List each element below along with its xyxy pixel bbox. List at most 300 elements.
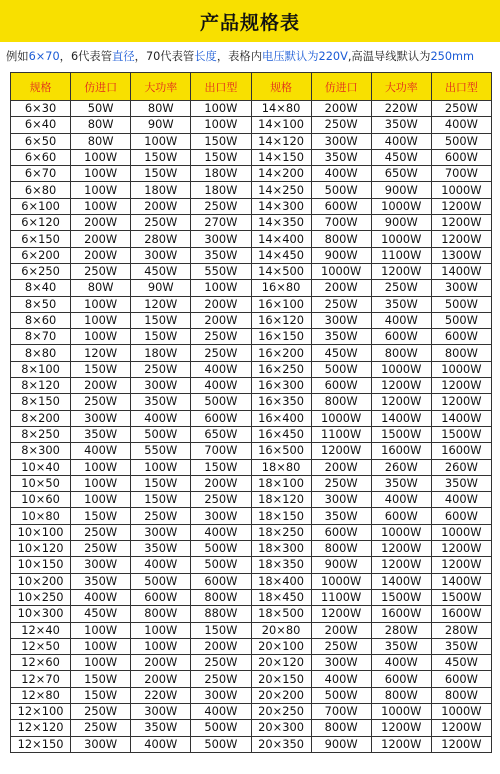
table-cell: 100W (71, 329, 131, 345)
table-cell: 1200W (431, 557, 491, 573)
table-cell: 350W (431, 475, 491, 491)
table-cell: 18×400 (251, 573, 311, 589)
table-cell: 220W (371, 101, 431, 117)
table-row (11, 622, 492, 638)
table-cell: 400W (431, 117, 491, 133)
table-cell: 16×450 (251, 426, 311, 442)
table-cell: 600W (311, 198, 371, 214)
table-cell: 10×100 (11, 524, 71, 540)
table-cell: 80W (71, 117, 131, 133)
table-row (11, 443, 492, 459)
table-cell: 200W (71, 215, 131, 231)
table-cell: 8×70 (11, 329, 71, 345)
table-cell: 400W (131, 410, 191, 426)
table-cell: 1000W (431, 182, 491, 198)
table-cell: 250W (191, 198, 251, 214)
table-cell: 250W (191, 655, 251, 671)
table-cell: 16×120 (251, 312, 311, 328)
table-cell: 200W (191, 312, 251, 328)
table-cell: 600W (191, 410, 251, 426)
table-cell: 90W (131, 280, 191, 296)
table-cell: 350W (371, 475, 431, 491)
table-cell: 500W (131, 573, 191, 589)
table-cell: 350W (71, 573, 131, 589)
table-cell: 600W (191, 573, 251, 589)
table-cell: 150W (191, 133, 251, 149)
table-cell: 280W (131, 231, 191, 247)
table-cell: 250W (311, 475, 371, 491)
table-cell: 900W (311, 736, 371, 752)
table-cell: 350W (371, 117, 431, 133)
table-cell: 650W (191, 426, 251, 442)
table-cell: 250W (131, 361, 191, 377)
table-cell: 18×250 (251, 524, 311, 540)
table-cell: 10×80 (11, 508, 71, 524)
table-cell: 800W (431, 687, 491, 703)
table-cell: 400W (131, 557, 191, 573)
table-cell: 250W (431, 101, 491, 117)
table-cell: 600W (431, 149, 491, 165)
table-row (11, 703, 492, 719)
table-cell: 1200W (431, 215, 491, 231)
table-cell: 1000W (311, 573, 371, 589)
table-cell: 200W (71, 378, 131, 394)
table-cell: 200W (311, 459, 371, 475)
table-cell: 12×100 (11, 703, 71, 719)
table-cell: 6×80 (11, 182, 71, 198)
table-cell: 150W (71, 508, 131, 524)
table-cell: 500W (311, 182, 371, 198)
table-row (11, 557, 492, 573)
table-cell: 300W (311, 492, 371, 508)
table-cell: 400W (311, 671, 371, 687)
table-cell: 14×350 (251, 215, 311, 231)
table-cell: 18×350 (251, 557, 311, 573)
table-cell: 12×40 (11, 622, 71, 638)
table-cell: 100W (131, 622, 191, 638)
table-cell: 1400W (431, 263, 491, 279)
table-row (11, 541, 492, 557)
table-row (11, 671, 492, 687)
table-cell: 16×500 (251, 443, 311, 459)
table-cell: 1500W (431, 589, 491, 605)
table-cell: 250W (71, 524, 131, 540)
table-cell: 600W (431, 508, 491, 524)
note-highlight: 6×70 (28, 49, 60, 63)
table-cell: 550W (131, 443, 191, 459)
table-cell: 900W (371, 215, 431, 231)
table-cell: 1000W (371, 524, 431, 540)
table-cell: 550W (191, 263, 251, 279)
table-cell: 10×300 (11, 606, 71, 622)
table-cell: 1000W (311, 410, 371, 426)
table-cell: 200W (191, 296, 251, 312)
table-cell: 100W (71, 312, 131, 328)
table-cell: 800W (191, 589, 251, 605)
table-cell: 350W (71, 426, 131, 442)
col-header-spec: 规格 (11, 73, 71, 101)
table-cell: 12×80 (11, 687, 71, 703)
table-cell: 6×200 (11, 247, 71, 263)
table-cell: 1200W (371, 557, 431, 573)
table-cell: 900W (311, 557, 371, 573)
table-cell: 10×50 (11, 475, 71, 491)
table-cell: 500W (311, 687, 371, 703)
table-cell: 150W (191, 149, 251, 165)
table-cell: 600W (431, 329, 491, 345)
table-cell: 100W (71, 459, 131, 475)
table-row (11, 508, 492, 524)
table-cell: 20×150 (251, 671, 311, 687)
table-cell: 1200W (371, 263, 431, 279)
table-cell: 600W (131, 589, 191, 605)
table-cell: 12×70 (11, 671, 71, 687)
table-row (11, 492, 492, 508)
col-header-imitation: 仿进口 (311, 73, 371, 101)
table-cell: 16×150 (251, 329, 311, 345)
table-cell: 8×100 (11, 361, 71, 377)
table-cell: 1400W (431, 410, 491, 426)
table-cell: 150W (131, 166, 191, 182)
table-cell: 300W (131, 378, 191, 394)
table-cell: 1200W (431, 378, 491, 394)
col-header-high-power: 大功率 (131, 73, 191, 101)
table-cell: 6×70 (11, 166, 71, 182)
table-cell: 1200W (371, 720, 431, 736)
table-cell: 100W (71, 492, 131, 508)
table-cell: 1200W (431, 736, 491, 752)
table-cell: 1100W (311, 426, 371, 442)
table-cell: 350W (131, 720, 191, 736)
table-cell: 16×400 (251, 410, 311, 426)
table-cell: 250W (191, 345, 251, 361)
table-cell: 500W (311, 361, 371, 377)
table-cell: 500W (431, 312, 491, 328)
table-cell: 1300W (431, 247, 491, 263)
note-text: ，表格内 (216, 50, 263, 63)
table-row (11, 345, 492, 361)
table-cell: 20×80 (251, 622, 311, 638)
table-row (11, 475, 492, 491)
table-cell: 400W (191, 524, 251, 540)
table-cell: 400W (371, 655, 431, 671)
table-row (11, 655, 492, 671)
table-cell: 1600W (371, 606, 431, 622)
table-cell: 800W (371, 687, 431, 703)
table-cell: 100W (71, 638, 131, 654)
spec-note (0, 42, 500, 70)
table-cell: 450W (131, 263, 191, 279)
table-row (11, 410, 492, 426)
table-cell: 300W (131, 703, 191, 719)
table-cell: 1200W (371, 736, 431, 752)
table-cell: 1200W (311, 443, 371, 459)
table-row (11, 720, 492, 736)
table-cell: 200W (311, 280, 371, 296)
table-cell: 250W (71, 703, 131, 719)
table-cell: 14×80 (251, 101, 311, 117)
table-cell: 150W (131, 475, 191, 491)
table-cell: 1000W (431, 361, 491, 377)
table-cell: 200W (131, 671, 191, 687)
table-cell: 100W (71, 149, 131, 165)
table-row (11, 459, 492, 475)
table-cell: 260W (431, 459, 491, 475)
spec-table (10, 72, 492, 753)
table-header-row (11, 73, 492, 101)
table-cell: 100W (131, 459, 191, 475)
table-cell: 250W (371, 280, 431, 296)
table-cell: 8×200 (11, 410, 71, 426)
table-cell: 180W (191, 166, 251, 182)
table-cell: 100W (71, 296, 131, 312)
table-cell: 16×200 (251, 345, 311, 361)
table-cell: 18×300 (251, 541, 311, 557)
table-cell: 300W (311, 312, 371, 328)
table-cell: 400W (191, 703, 251, 719)
table-cell: 150W (131, 312, 191, 328)
col-header-high-power: 大功率 (371, 73, 431, 101)
table-cell: 20×350 (251, 736, 311, 752)
table-row (11, 231, 492, 247)
table-cell: 600W (431, 671, 491, 687)
table-row (11, 101, 492, 117)
table-cell: 200W (311, 101, 371, 117)
table-cell: 400W (431, 492, 491, 508)
table-cell: 18×100 (251, 475, 311, 491)
table-cell: 500W (191, 736, 251, 752)
table-cell: 14×300 (251, 198, 311, 214)
table-cell: 800W (311, 231, 371, 247)
table-cell: 16×100 (251, 296, 311, 312)
table-row (11, 589, 492, 605)
table-cell: 6×250 (11, 263, 71, 279)
table-cell: 1200W (431, 198, 491, 214)
table-row (11, 361, 492, 377)
table-cell: 100W (71, 166, 131, 182)
table-row (11, 117, 492, 133)
table-row (11, 215, 492, 231)
table-cell: 800W (311, 541, 371, 557)
table-cell: 150W (71, 687, 131, 703)
table-cell: 400W (371, 492, 431, 508)
table-cell: 300W (131, 524, 191, 540)
table-cell: 700W (431, 166, 491, 182)
table-cell: 10×40 (11, 459, 71, 475)
table-cell: 1200W (311, 606, 371, 622)
table-cell: 700W (191, 443, 251, 459)
table-cell: 350W (131, 394, 191, 410)
table-row (11, 638, 492, 654)
table-cell: 16×300 (251, 378, 311, 394)
table-cell: 14×150 (251, 149, 311, 165)
table-cell: 6×150 (11, 231, 71, 247)
table-cell: 400W (191, 361, 251, 377)
table-row (11, 166, 492, 182)
table-cell: 14×500 (251, 263, 311, 279)
table-cell: 1600W (431, 443, 491, 459)
table-cell: 400W (371, 312, 431, 328)
table-cell: 20×200 (251, 687, 311, 703)
table-cell: 6×50 (11, 133, 71, 149)
table-cell: 80W (71, 280, 131, 296)
table-cell: 1000W (311, 263, 371, 279)
table-cell: 1200W (371, 541, 431, 557)
table-cell: 1500W (371, 426, 431, 442)
table-cell: 14×450 (251, 247, 311, 263)
table-cell: 50W (71, 101, 131, 117)
table-cell: 180W (191, 182, 251, 198)
table-cell: 1600W (431, 606, 491, 622)
table-cell: 350W (131, 541, 191, 557)
table-cell: 18×120 (251, 492, 311, 508)
table-cell: 500W (431, 133, 491, 149)
table-cell: 120W (71, 345, 131, 361)
table-cell: 8×80 (11, 345, 71, 361)
table-cell: 14×250 (251, 182, 311, 198)
table-cell: 150W (131, 329, 191, 345)
table-cell: 1000W (431, 524, 491, 540)
table-cell: 250W (191, 329, 251, 345)
table-row (11, 736, 492, 752)
table-cell: 250W (311, 638, 371, 654)
table-row (11, 329, 492, 345)
table-cell: 220W (131, 687, 191, 703)
table-cell: 100W (191, 117, 251, 133)
table-cell: 12×120 (11, 720, 71, 736)
table-cell: 100W (191, 101, 251, 117)
table-cell: 200W (71, 231, 131, 247)
table-cell: 18×80 (251, 459, 311, 475)
note-text: ，70代表管 (134, 50, 195, 63)
col-header-imitation: 仿进口 (71, 73, 131, 101)
table-cell: 250W (71, 720, 131, 736)
table-cell: 250W (71, 394, 131, 410)
table-cell: 600W (371, 329, 431, 345)
table-row (11, 280, 492, 296)
table-cell: 400W (311, 166, 371, 182)
table-cell: 300W (71, 410, 131, 426)
table-cell: 14×200 (251, 166, 311, 182)
table-cell: 8×150 (11, 394, 71, 410)
note-highlight: 250mm (430, 49, 475, 63)
table-cell: 500W (131, 426, 191, 442)
note-highlight: 电压默认为220V (262, 50, 348, 63)
table-row (11, 296, 492, 312)
table-cell: 12×50 (11, 638, 71, 654)
table-cell: 150W (71, 671, 131, 687)
table-cell: 1000W (431, 703, 491, 719)
table-cell: 200W (311, 622, 371, 638)
table-cell: 600W (311, 524, 371, 540)
table-cell: 16×350 (251, 394, 311, 410)
page-title: 产品规格表 (0, 0, 500, 42)
table-cell: 260W (371, 459, 431, 475)
table-cell: 18×500 (251, 606, 311, 622)
table-cell: 150W (131, 492, 191, 508)
table-cell: 800W (311, 394, 371, 410)
col-header-spec: 规格 (251, 73, 311, 101)
table-cell: 300W (71, 557, 131, 573)
table-cell: 6×30 (11, 101, 71, 117)
table-cell: 10×250 (11, 589, 71, 605)
table-cell: 500W (191, 557, 251, 573)
table-cell: 350W (311, 508, 371, 524)
table-cell: 150W (191, 622, 251, 638)
table-cell: 1000W (371, 361, 431, 377)
table-cell: 1400W (371, 410, 431, 426)
table-cell: 20×120 (251, 655, 311, 671)
col-header-export: 出口型 (191, 73, 251, 101)
table-cell: 20×250 (251, 703, 311, 719)
table-cell: 1200W (431, 541, 491, 557)
table-cell: 450W (371, 149, 431, 165)
table-cell: 150W (191, 459, 251, 475)
table-row (11, 182, 492, 198)
table-cell: 1000W (371, 231, 431, 247)
table-cell: 300W (71, 736, 131, 752)
table-cell: 10×60 (11, 492, 71, 508)
table-cell: 800W (131, 606, 191, 622)
table-cell: 650W (371, 166, 431, 182)
table-cell: 500W (191, 541, 251, 557)
table-cell: 16×250 (251, 361, 311, 377)
table-row (11, 426, 492, 442)
table-cell: 1200W (431, 394, 491, 410)
table-row (11, 247, 492, 263)
table-cell: 1100W (371, 247, 431, 263)
table-cell: 300W (191, 231, 251, 247)
table-cell: 1600W (371, 443, 431, 459)
table-cell: 18×450 (251, 589, 311, 605)
table-row (11, 606, 492, 622)
table-cell: 350W (191, 247, 251, 263)
table-cell: 100W (71, 182, 131, 198)
table-cell: 200W (131, 198, 191, 214)
table-cell: 6×40 (11, 117, 71, 133)
note-text: ，6代表管 (59, 50, 113, 63)
table-cell: 400W (131, 736, 191, 752)
note-highlight: 直径 (112, 50, 135, 63)
table-cell: 150W (131, 149, 191, 165)
table-cell: 250W (191, 671, 251, 687)
table-cell: 14×400 (251, 231, 311, 247)
table-cell: 200W (191, 638, 251, 654)
table-cell: 800W (431, 345, 491, 361)
table-cell: 100W (191, 280, 251, 296)
table-cell: 180W (131, 182, 191, 198)
table-cell: 1100W (311, 589, 371, 605)
table-cell: 12×150 (11, 736, 71, 752)
table-cell: 500W (191, 720, 251, 736)
table-cell: 350W (311, 329, 371, 345)
table-row (11, 312, 492, 328)
table-cell: 600W (311, 378, 371, 394)
col-header-export: 出口型 (431, 73, 491, 101)
table-cell: 8×250 (11, 426, 71, 442)
table-cell: 400W (71, 443, 131, 459)
table-cell: 900W (311, 247, 371, 263)
table-cell: 300W (131, 247, 191, 263)
table-cell: 600W (371, 508, 431, 524)
table-cell: 90W (131, 117, 191, 133)
table-cell: 100W (71, 198, 131, 214)
note-text: 例如 (6, 50, 29, 63)
table-cell: 16×80 (251, 280, 311, 296)
table-cell: 200W (71, 247, 131, 263)
table-cell: 10×120 (11, 541, 71, 557)
table-row (11, 394, 492, 410)
